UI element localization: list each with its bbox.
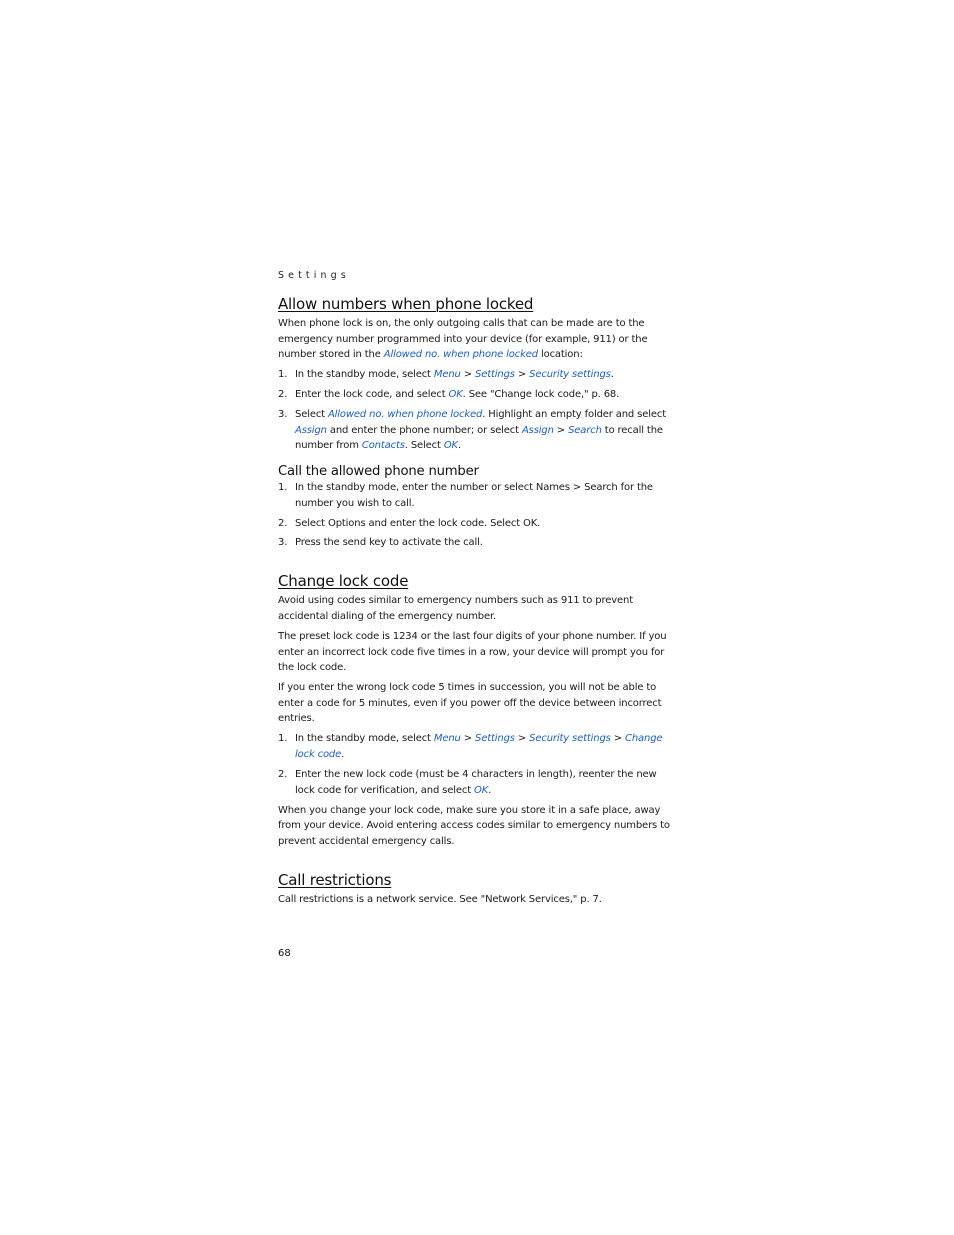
- list-item: 1. In the standby mode, select Menu > Settings > Security settings > Change lock code.: [278, 733, 663, 760]
- list-item: 2. Select Options and enter the lock code. Select OK.: [278, 517, 541, 529]
- list-item: 3. Select Allowed no. when phone locked. Highlight an empty folder and select Assign and enter the phone number; or select Assign > Search to recall the number from Contacts. Select OK.: [278, 409, 666, 452]
- ui-term: Settings: [475, 369, 515, 381]
- ui-term: Security settings: [529, 369, 611, 381]
- ui-term: Search: [568, 424, 602, 436]
- running-head: Settings: [278, 270, 350, 281]
- list-item: 2. Enter the lock code, and select OK. See "Change lock code," p. 68.: [278, 389, 620, 401]
- ui-term: Contacts: [361, 440, 405, 452]
- paragraph: Avoid using codes similar to emergency numbers such as 911 to prevent accidental dialing of the emergency number.: [278, 595, 633, 623]
- ui-term: Assign: [295, 424, 327, 436]
- paragraph: If you enter the wrong lock code 5 times in succession, you will not be able to enter a code for 5 minutes, even if you power off the device between incorrect entries.: [278, 682, 662, 725]
- ui-term: OK: [443, 440, 458, 452]
- ui-term: Menu: [433, 733, 461, 745]
- ui-term: OK: [448, 389, 463, 401]
- ui-term: Allowed no. when phone locked: [383, 349, 538, 361]
- ui-term: Security settings: [529, 733, 611, 745]
- paragraph: When you change your lock code, make sure you store it in a safe place, away from your device. Avoid entering access codes similar to emergency numbers to prevent accidental emergency calls.: [278, 804, 670, 847]
- ui-term: Menu: [433, 369, 461, 381]
- call-allowed-steps: [278, 480, 670, 551]
- paragraph: Call restrictions is a network service. See "Network Services," p. 7.: [278, 893, 602, 905]
- heading-call-allowed: Call the allowed phone number: [278, 463, 479, 479]
- allow-steps: [278, 367, 670, 454]
- paragraph: The preset lock code is 1234 or the last four digits of your phone number. If you enter an incorrect lock code five times in a row, your device will prompt you for the lock code.: [278, 631, 667, 674]
- heading-call-restrictions: Call restrictions: [278, 870, 392, 889]
- ui-term: Change lock code: [295, 733, 663, 760]
- ui-term: Allowed no. when phone locked: [327, 409, 483, 421]
- ui-term: OK: [474, 784, 489, 796]
- ui-term: Assign: [521, 424, 554, 436]
- change-steps: [278, 731, 670, 798]
- page-number: 68: [278, 948, 291, 959]
- list-item: 1. In the standby mode, enter the number or select Names > Search for the number you wish to call.: [278, 481, 653, 509]
- allow-intro: When phone lock is on, the only outgoing calls that can be made are to the emergency number programmed into your device (for example, 911) or the number stored in the Allowed no. when phone locked location:: [278, 318, 648, 361]
- list-item: 3. Press the send key to activate the call.: [278, 537, 483, 549]
- list-item: 2. Enter the new lock code (must be 4 characters in length), reenter the new lock code for verification, and select OK.: [278, 768, 657, 796]
- ui-term: Settings: [475, 733, 515, 745]
- heading-allow-numbers: Allow numbers when phone locked: [278, 295, 534, 313]
- list-item: 1. In the standby mode, select Menu > Settings > Security settings.: [278, 369, 614, 381]
- heading-change-lock-code: Change lock code: [278, 572, 409, 591]
- manual-page: [278, 270, 670, 912]
